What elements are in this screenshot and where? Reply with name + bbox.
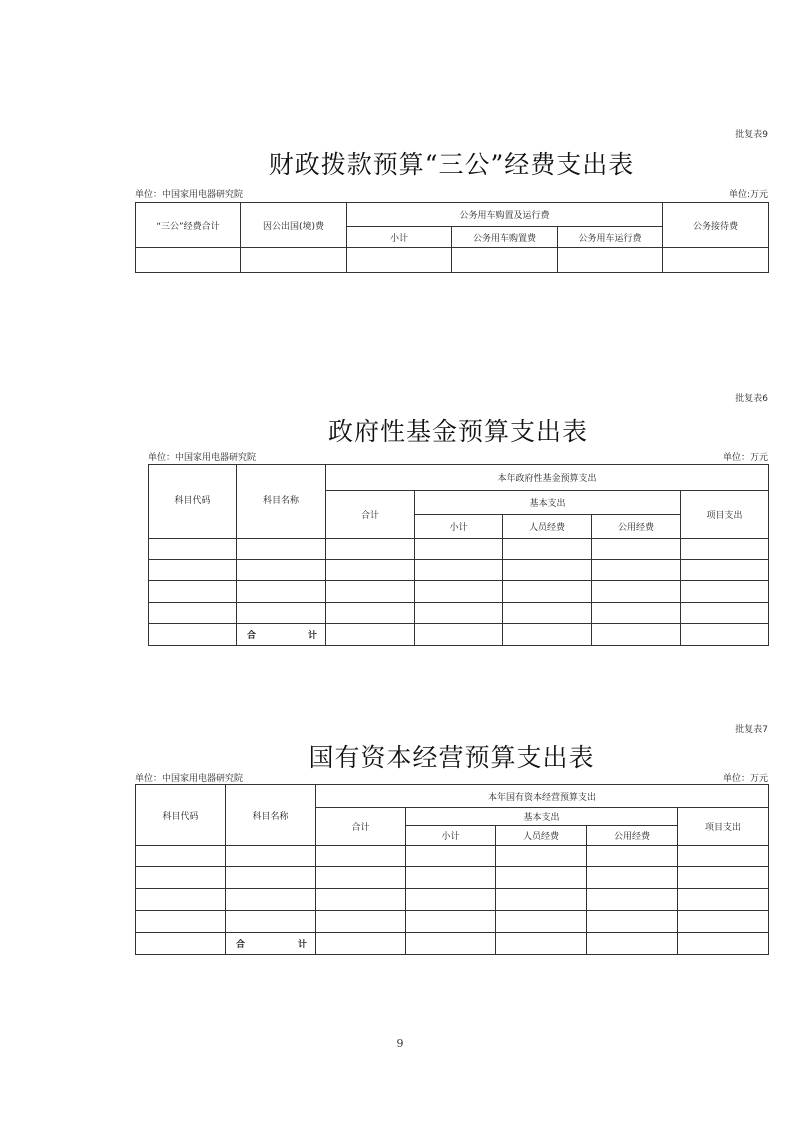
table-cell <box>587 867 678 889</box>
header-reception: 公务接待费 <box>663 203 769 248</box>
three-public-expense-table <box>135 202 769 273</box>
table-cell <box>237 603 326 624</box>
table-cell <box>149 539 237 560</box>
table-title: 政府性基金预算支出表 <box>327 417 588 446</box>
table-cell <box>149 603 237 624</box>
table-cell <box>678 846 769 867</box>
table-cell <box>587 933 678 955</box>
header-public: 公用经费 <box>592 515 681 539</box>
table-cell <box>241 248 347 273</box>
table-row <box>136 846 769 867</box>
header-project: 项目支出 <box>681 491 769 539</box>
table-cell <box>226 889 316 911</box>
header-subtotal: 小计 <box>406 826 496 846</box>
table-cell <box>681 539 769 560</box>
header-total: 合计 <box>316 808 406 846</box>
header-code: 科目代码 <box>149 465 237 539</box>
table-cell <box>136 889 226 911</box>
table-cell <box>587 889 678 911</box>
table-cell <box>226 846 316 867</box>
table-cell <box>681 560 769 581</box>
table-cell <box>587 846 678 867</box>
form-number: 批复表9 <box>735 130 768 140</box>
table-cell <box>316 867 406 889</box>
table-cell <box>592 603 681 624</box>
header-project: 项目支出 <box>678 808 769 846</box>
table-cell <box>406 867 496 889</box>
table-cell <box>415 624 503 646</box>
table-cell <box>149 581 237 603</box>
total-row <box>149 624 769 646</box>
table-title: 财政拨款预算“三公”经费支出表 <box>268 150 635 179</box>
table-cell <box>326 603 415 624</box>
header-abroad: 因公出国(境)费 <box>241 203 347 248</box>
state-capital-table <box>135 784 769 955</box>
table-cell <box>149 624 237 646</box>
table-cell <box>406 933 496 955</box>
unit-organization: 单位：中国家用电器研究院 <box>148 453 257 463</box>
table-cell <box>136 846 226 867</box>
table-row <box>149 581 769 603</box>
total-label <box>237 624 326 646</box>
table-cell <box>316 911 406 933</box>
unit-currency: 单位:万元 <box>728 190 768 200</box>
table-cell <box>136 911 226 933</box>
header-personnel: 人员经费 <box>503 515 592 539</box>
total-label-right: 计 <box>297 940 307 950</box>
total-label-right: 计 <box>307 631 317 641</box>
table-cell <box>326 581 415 603</box>
table-cell <box>678 889 769 911</box>
table-row <box>136 248 769 273</box>
table-cell <box>496 933 587 955</box>
header-name: 科目名称 <box>237 465 326 539</box>
form-number: 批复表6 <box>735 394 768 404</box>
header-subtotal: 小计 <box>415 515 503 539</box>
table-cell <box>503 624 592 646</box>
table-row <box>136 911 769 933</box>
header-row <box>136 785 769 808</box>
government-fund-table <box>148 464 769 646</box>
header-row <box>149 465 769 491</box>
table-cell <box>136 867 226 889</box>
table-cell <box>503 539 592 560</box>
header-basic-group: 基本支出 <box>406 808 678 826</box>
table-cell <box>678 911 769 933</box>
table-cell <box>592 624 681 646</box>
table-cell <box>237 560 326 581</box>
table-row <box>136 889 769 911</box>
table-cell <box>226 867 316 889</box>
table-cell <box>681 624 769 646</box>
table-cell <box>681 603 769 624</box>
header-code: 科目代码 <box>136 785 226 846</box>
table-cell <box>678 933 769 955</box>
header-name: 科目名称 <box>226 785 316 846</box>
table-cell <box>415 560 503 581</box>
page-number: 9 <box>396 1037 404 1050</box>
table-row <box>149 539 769 560</box>
table-cell <box>406 846 496 867</box>
table-cell <box>592 581 681 603</box>
header-group: 本年政府性基金预算支出 <box>326 465 769 491</box>
table-cell <box>558 248 663 273</box>
form-number: 批复表7 <box>735 725 768 735</box>
table-cell <box>452 248 558 273</box>
total-label <box>226 933 316 955</box>
table-cell <box>326 560 415 581</box>
table-cell <box>592 539 681 560</box>
unit-organization: 单位：中国家用电器研究院 <box>135 774 244 784</box>
table-cell <box>237 581 326 603</box>
table-cell <box>681 581 769 603</box>
table-cell <box>503 603 592 624</box>
table-cell <box>326 539 415 560</box>
table-cell <box>316 933 406 955</box>
table-cell <box>496 867 587 889</box>
table-cell <box>316 889 406 911</box>
total-label-left: 合 <box>236 940 246 950</box>
header-row <box>136 203 769 227</box>
unit-organization: 单位：中国家用电器研究院 <box>135 190 244 200</box>
header-basic-group: 基本支出 <box>415 491 681 515</box>
table-row <box>149 603 769 624</box>
header-group: 本年国有资本经营预算支出 <box>316 785 769 808</box>
header-vehicle-purchase: 公务用车购置费 <box>452 227 558 248</box>
header-total: 合计 <box>326 491 415 539</box>
header-vehicle-subtotal: 小计 <box>347 227 452 248</box>
header-personnel: 人员经费 <box>496 826 587 846</box>
table-cell <box>415 539 503 560</box>
unit-currency: 单位：万元 <box>722 453 768 463</box>
table-row <box>149 560 769 581</box>
table-cell <box>237 539 326 560</box>
table-cell <box>496 911 587 933</box>
table-cell <box>663 248 769 273</box>
header-public: 公用经费 <box>587 826 678 846</box>
total-label-left: 合 <box>247 631 257 641</box>
header-vehicle-group: 公务用车购置及运行费 <box>347 203 663 227</box>
table-cell <box>316 846 406 867</box>
table-cell <box>587 911 678 933</box>
total-row <box>136 933 769 955</box>
table-cell <box>415 603 503 624</box>
header-total: “三公”经费合计 <box>136 203 241 248</box>
table-cell <box>503 581 592 603</box>
table-title: 国有资本经营预算支出表 <box>308 743 595 772</box>
table-cell <box>136 248 241 273</box>
table-cell <box>136 933 226 955</box>
table-row <box>136 867 769 889</box>
header-vehicle-operation: 公务用车运行费 <box>558 227 663 248</box>
table-cell <box>406 911 496 933</box>
table-cell <box>503 560 592 581</box>
unit-currency: 单位：万元 <box>722 774 768 784</box>
table-cell <box>678 867 769 889</box>
table-cell <box>592 560 681 581</box>
table-cell <box>415 581 503 603</box>
table-cell <box>406 889 496 911</box>
table-cell <box>149 560 237 581</box>
table-cell <box>496 846 587 867</box>
table-cell <box>226 911 316 933</box>
table-cell <box>496 889 587 911</box>
table-cell <box>326 624 415 646</box>
table-cell <box>347 248 452 273</box>
